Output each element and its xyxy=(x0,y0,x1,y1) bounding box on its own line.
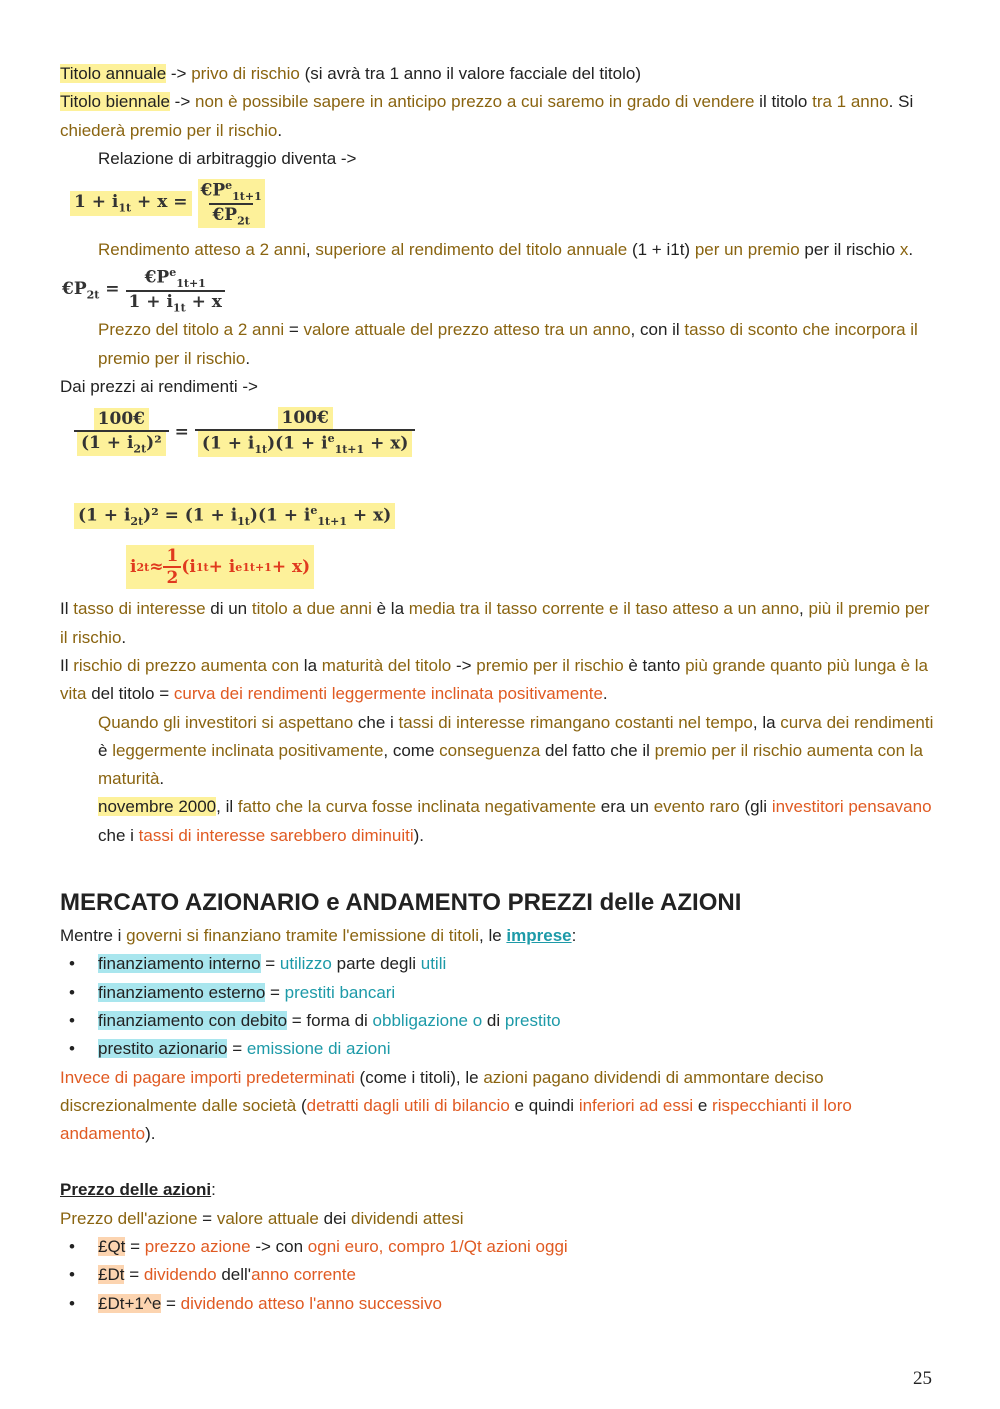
financing-list xyxy=(60,950,940,1063)
share-price-list xyxy=(60,1233,940,1318)
list-item: • £Dt = dividendo dell'anno corrente xyxy=(60,1261,940,1289)
list-item: • £Dt+1^e = dividendo atteso l'anno successivo xyxy=(60,1290,940,1318)
paragraph-novembre-2000: novembre 2000, il fatto che la curva fosse inclinata negativamente era un evento raro (gli investitori pensavano che i tassi di interesse sarebbero diminuiti). xyxy=(98,797,932,845)
paragraph-dividendi: Invece di pagare importi predeterminati (come i titoli), le azioni pagano dividendi di ammontare deciso discrezionalmente dalle società (detratti dagli utili di bilancio e quindi inferiori ad essi e rispecchianti il loro andamento). xyxy=(60,1067,852,1144)
paragraph-prezzo-azione: Prezzo dell'azione = valore attuale dei dividendi attesi xyxy=(60,1208,464,1228)
paragraph-dai-prezzi: Dai prezzi ai rendimenti -> xyxy=(60,376,258,396)
paragraph-prezzo-titolo: Prezzo del titolo a 2 anni = valore attuale del prezzo atteso tra un anno, con il tasso di sconto che incorpora il premio per il rischio. xyxy=(98,320,918,368)
equation-squared: $(1 + i_{2t})^2 = (1 + i_{1t})(1 + i^e_{1t+1} + x)$ xyxy=(74,503,940,529)
equation-price: $€P_{2t}$ = $\frac{€P^e_{1t+1}}{1 + i_{1t} + x}$ xyxy=(62,266,940,314)
paragraph-imprese: Mentre i governi si finanziano tramite l'emissione di titoli, le imprese: xyxy=(60,926,577,946)
highlight: Titolo annuale xyxy=(60,64,167,83)
list-item: • prestito azionario = emissione di azioni xyxy=(60,1035,940,1063)
paragraph-investitori: Quando gli investitori si aspettano che i tassi di interesse rimangano costanti nel tempo, la curva dei rendimenti è leggermente inclinata positivamente, come conseguenza del fatto che il premio per il rischio aumenta con la maturità. xyxy=(98,712,934,789)
subheading-prezzo-azioni: Prezzo delle azioni: xyxy=(60,1180,216,1200)
paragraph-rischio-prezzo: Il rischio di prezzo aumenta con la maturità del titolo -> premio per il rischio è tanto più grande quanto più lunga è la vita del titolo = curva dei rendimenti leggermente inclinata positivamente. xyxy=(60,655,929,704)
paragraph-rendimento-atteso: Rendimento atteso a 2 anni, superiore al rendimento del titolo annuale (1 + i1t) per un premio per il rischio x. xyxy=(98,239,914,259)
equation-prices-to-yields: $\frac{100€}{(1 + i_{2t})^2}$ = $\frac{100€}{(1 + i_{1t})(1 + i^e_{1t+1} + x)}$ xyxy=(74,407,940,457)
paragraph-tasso-interesse: Il tasso di interesse di un titolo a due anni è la media tra il tasso corrente e il taso atteso a un anno, più il premio per il rischio. xyxy=(60,599,930,647)
document-page xyxy=(60,60,940,1318)
list-item: • finanziamento esterno = prestiti bancari xyxy=(60,979,940,1007)
section-heading: MERCATO AZIONARIO e ANDAMENTO PREZZI delle AZIONI xyxy=(60,889,742,917)
paragraph-titolo-annuale: Titolo annuale -> privo di rischio (si avrà tra 1 anno il valore facciale del titolo) xyxy=(60,64,641,83)
list-item: • £Qt = prezzo azione -> con ogni euro, compro 1/Qt azioni oggi xyxy=(60,1233,940,1261)
list-item: • finanziamento interno = utilizzo parte degli utili xyxy=(60,950,940,978)
paragraph-titolo-biennale: Titolo biennale -> non è possibile sapere in anticipo prezzo a cui saremo in grado di vendere il titolo tra 1 anno. Si chiederà premio per il rischio. xyxy=(60,92,914,140)
equation-arbitrage: $1 + i_{1t} + x$ = $\frac{€P^e_{1t+1}}{€P_{2t}}$ xyxy=(70,179,940,227)
equation-approximation: i 2t ≈ $\frac{1}{2}$ (i 1t + i e 1t+1 + x) xyxy=(126,545,940,589)
paragraph-arbitraggio: Relazione di arbitraggio diventa -> xyxy=(98,148,357,168)
page-number: 25 xyxy=(913,1368,932,1389)
highlight: Titolo biennale xyxy=(60,92,170,112)
list-item: • finanziamento con debito = forma di obbligazione o di prestito xyxy=(60,1007,940,1035)
